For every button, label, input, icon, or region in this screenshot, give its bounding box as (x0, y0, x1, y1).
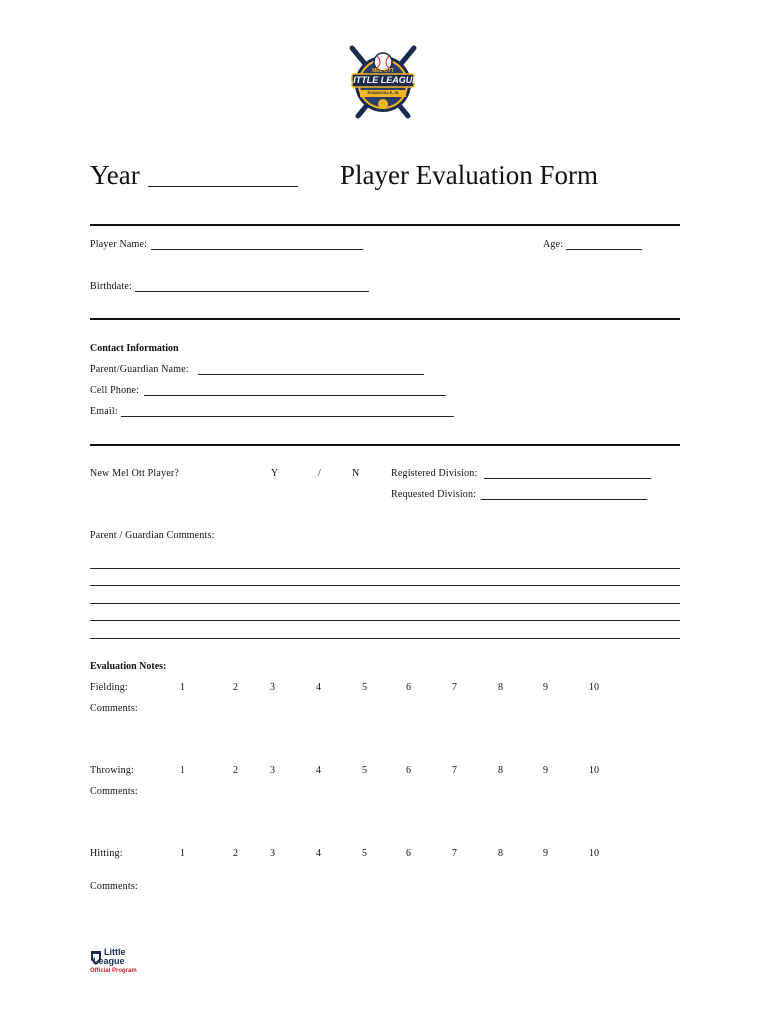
rating-option[interactable]: 2 (233, 682, 238, 693)
age-label: Age: (543, 239, 564, 250)
divider (90, 224, 680, 226)
comment-line[interactable] (90, 603, 680, 604)
rating-option[interactable]: 2 (233, 765, 238, 776)
comment-line[interactable] (90, 568, 680, 569)
contact-heading: Contact Information (90, 343, 179, 354)
registered-division-label: Registered Division: (391, 468, 478, 479)
age-field[interactable] (566, 249, 642, 250)
rating-option[interactable]: 6 (406, 682, 411, 693)
birthdate-field[interactable] (135, 291, 369, 292)
brand-tagline: Official Program (90, 968, 137, 974)
evaluation-heading: Evaluation Notes: (90, 661, 167, 672)
rating-option[interactable]: 9 (543, 765, 548, 776)
logo-banner-text: EVANSVILLE, IN (367, 90, 399, 95)
rating-option[interactable]: 9 (543, 682, 548, 693)
rating-option[interactable]: 1 (180, 848, 185, 859)
email-label: Email: (90, 406, 118, 417)
little-league-logo (90, 948, 160, 980)
birthdate-label: Birthdate: (90, 281, 132, 292)
rating-option[interactable]: 8 (498, 682, 503, 693)
requested-division-label: Requested Division: (391, 489, 477, 500)
eval-comments-label: Comments: (90, 881, 138, 892)
rating-option[interactable]: 3 (270, 765, 275, 776)
rating-option[interactable]: 9 (543, 848, 548, 859)
comment-line[interactable] (90, 638, 680, 639)
guardian-name-label: Parent/Guardian Name: (90, 364, 189, 375)
player-name-label: Player Name: (90, 239, 148, 250)
rating-option[interactable]: 5 (362, 682, 367, 693)
rating-option[interactable]: 7 (452, 765, 457, 776)
eval-comments-label: Comments: (90, 703, 138, 714)
rating-option[interactable]: 8 (498, 765, 503, 776)
eval-category-label: Fielding: (90, 682, 128, 693)
rating-option[interactable]: 5 (362, 765, 367, 776)
brand-line-2: League (93, 956, 125, 966)
player-name-field[interactable] (151, 249, 363, 250)
rating-option[interactable]: 3 (270, 848, 275, 859)
form-title: Player Evaluation Form (340, 160, 598, 190)
rating-option[interactable]: 7 (452, 848, 457, 859)
rating-option[interactable]: 10 (589, 848, 599, 859)
rating-option[interactable]: 1 (180, 682, 185, 693)
no-option[interactable]: N (352, 468, 360, 479)
divider (90, 318, 680, 320)
requested-division-field[interactable] (481, 499, 647, 500)
option-separator: / (318, 468, 321, 479)
cell-phone-field[interactable] (144, 395, 446, 396)
eval-comments-label: Comments: (90, 786, 138, 797)
new-player-label: New Mel Ott Player? (90, 468, 180, 479)
comment-line[interactable] (90, 620, 680, 621)
brand-line-1: Little (104, 947, 126, 957)
comment-line[interactable] (90, 585, 680, 586)
registered-division-field[interactable] (484, 478, 651, 479)
rating-option[interactable]: 10 (589, 765, 599, 776)
year-field[interactable] (148, 186, 298, 187)
rating-option[interactable]: 1 (180, 765, 185, 776)
yes-option[interactable]: Y (271, 468, 279, 479)
guardian-comments-label: Parent / Guardian Comments: (90, 530, 215, 541)
guardian-name-field[interactable] (198, 374, 424, 375)
rating-option[interactable]: 2 (233, 848, 238, 859)
divider (90, 444, 680, 446)
eval-category-label: Throwing: (90, 765, 135, 776)
rating-option[interactable]: 7 (452, 682, 457, 693)
rating-option[interactable]: 10 (589, 682, 599, 693)
rating-option[interactable]: 5 (362, 848, 367, 859)
rating-option[interactable]: 6 (406, 848, 411, 859)
rating-option[interactable]: 4 (316, 765, 321, 776)
logo-top-text: MEL OTT (372, 68, 394, 74)
email-field[interactable] (121, 416, 454, 417)
rating-option[interactable]: 8 (498, 848, 503, 859)
cell-phone-label: Cell Phone: (90, 385, 140, 396)
league-logo (338, 42, 428, 122)
rating-option[interactable]: 6 (406, 765, 411, 776)
eval-category-label: Hitting: (90, 848, 123, 859)
rating-option[interactable]: 4 (316, 682, 321, 693)
rating-option[interactable]: 3 (270, 682, 275, 693)
rating-option[interactable]: 4 (316, 848, 321, 859)
logo-main-text: LITTLE LEAGUE (347, 75, 419, 85)
year-label: Year (90, 160, 140, 190)
